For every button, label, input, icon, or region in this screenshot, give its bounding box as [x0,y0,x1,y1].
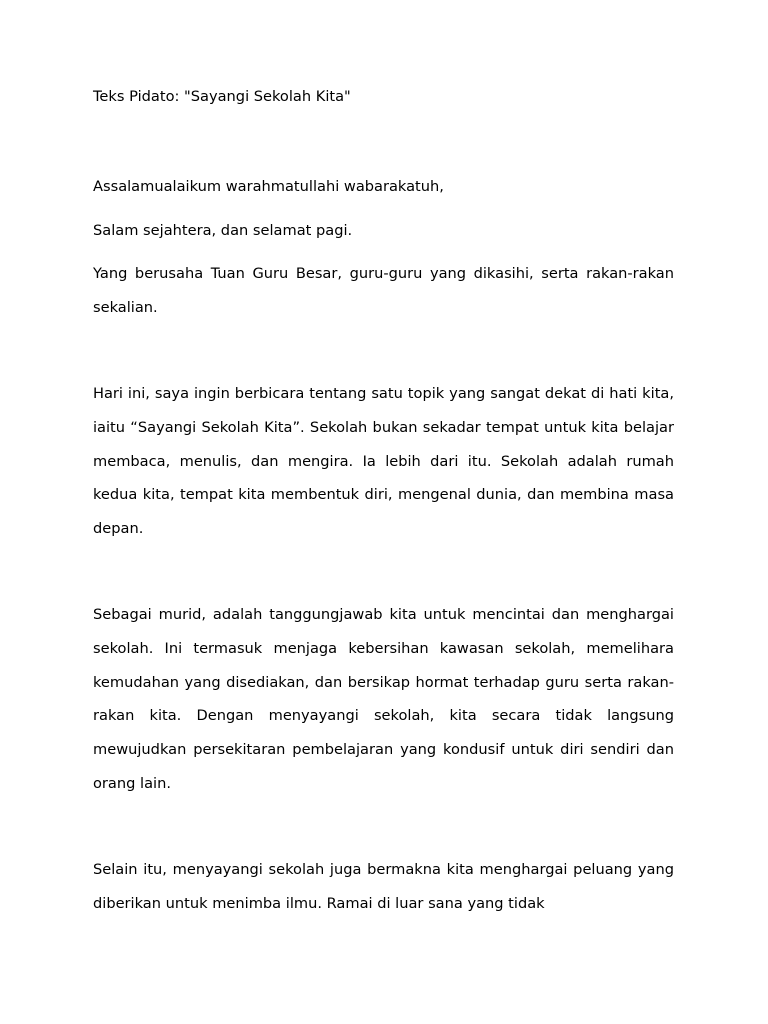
paragraph-1: Hari ini, saya ingin berbicara tentang satu topik yang sangat dekat di hati kita, iaitu “Sayangi Sekolah Kita”. Sekolah bukan sekadar tempat untuk kita belajar membaca, menulis, dan mengira. Ia lebih dari itu. Sekolah adalah rumah kedua kita, tempat kita membentuk diri, mengenal dunia, dan membina masa depan. [93,384,674,538]
paragraph-3: Selain itu, menyayangi sekolah juga bermakna kita menghargai peluang yang diberikan untuk menimba ilmu. Ramai di luar sana yang tidak [93,860,674,912]
document-body [93,80,674,920]
speech-title: Teks Pidato: "Sayangi Sekolah Kita" [93,88,351,105]
greeting-line-3: Yang berusaha Tuan Guru Besar, guru-guru yang dikasihi, serta rakan-rakan sekalian. [93,265,674,317]
greeting-line-2: Salam sejahtera, dan selamat pagi. [93,221,353,239]
paragraph-2: Sebagai murid, adalah tanggungjawab kita untuk mencintai dan menghargai sekolah. Ini termasuk menjaga kebersihan kawasan sekolah, memelihara kemudahan yang disediakan, dan bersikap hormat terhadap guru serta rakan-rakan kita. Dengan menyayangi sekolah, kita secara tidak langsung mewujudkan persekitaran pembelajaran yang kondusif untuk diri sendiri dan orang lain. [93,605,674,792]
greeting-line-1: Assalamualaikum warahmatullahi wabarakatuh, [93,177,444,195]
